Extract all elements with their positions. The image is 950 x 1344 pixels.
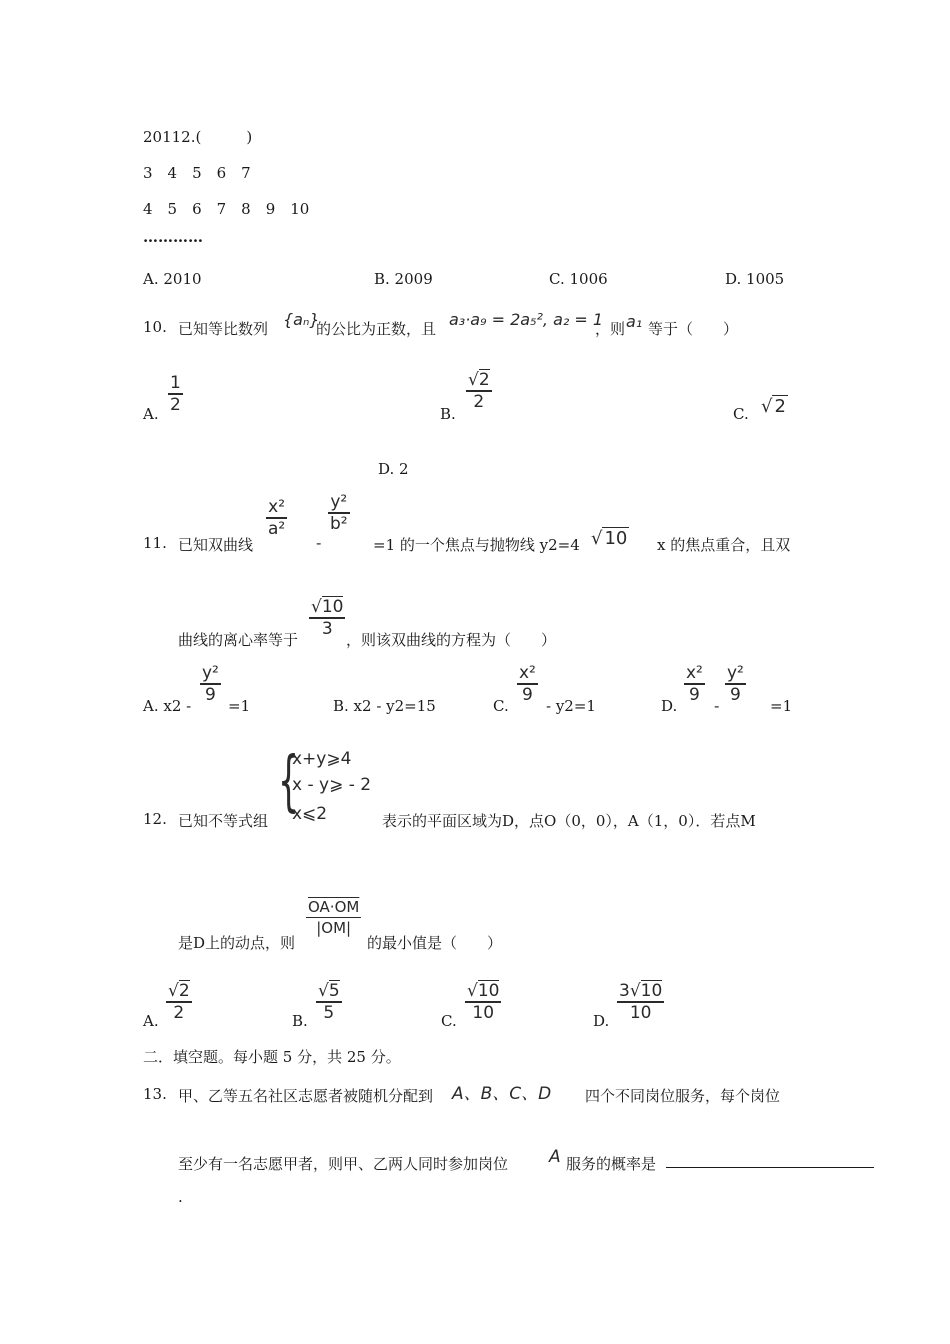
q13-text-a: 甲、乙等五名社区志愿者被随机分配到 (178, 1087, 434, 1105)
q12-left-brace: { (278, 742, 299, 819)
q11-option-d-end: =1 (770, 697, 793, 715)
q11-line2-b: ，则该双曲线的方程为（ ） (346, 631, 557, 649)
q12-option-b-fraction: √5 5 (318, 981, 340, 1023)
pattern-row-2: 4 5 6 7 8 9 10 (143, 200, 310, 218)
option-b: B. 2009 (374, 270, 433, 288)
q10-text-d: 等于（ ） (648, 320, 739, 338)
q12-option-c-label: C. (441, 1012, 457, 1030)
q12-inequality-2: x - y⩾ - 2 (292, 775, 372, 795)
option-c: C. 1006 (549, 270, 608, 288)
q12-number: 12. (143, 810, 167, 828)
q11-option-d-fraction-2: y² 9 (727, 663, 744, 705)
q11-option-c-label: C. (493, 697, 509, 715)
q12-option-b-label: B. (292, 1012, 308, 1030)
section-heading: 二．填空题。每小题 5 分，共 25 分。 (143, 1048, 401, 1066)
q11-option-a-text: A. x2 - (143, 697, 192, 715)
q12-line2-a: 是D上的动点，则 (178, 934, 296, 952)
q12-option-d-fraction: 3√10 10 (619, 981, 663, 1023)
q11-number: 11. (143, 534, 167, 552)
option-a: A. 2010 (143, 270, 202, 288)
pattern-row-1: 3 4 5 6 7 (143, 164, 251, 182)
q11-option-d-fraction-1: x² 9 (686, 663, 703, 705)
q12-text-a: 已知不等式组 (178, 812, 269, 830)
q12-inequality-1: x+y⩾4 (292, 749, 352, 769)
q13-post-a: A (549, 1147, 561, 1167)
q10-option-a-fraction: 1 2 (170, 373, 181, 415)
q10-number: 10. (143, 318, 167, 336)
pattern-header: 20112.( ) (143, 128, 253, 146)
q11-option-b: B. x2 - y2=15 (333, 697, 436, 715)
q10-sequence: {aₙ} (283, 310, 320, 329)
q10-condition: a₃·a₉ = 2a₅², a₂ = 1 (449, 310, 604, 329)
q10-target: a₁ (626, 312, 643, 331)
q11-fraction-y: y² b² (330, 492, 348, 534)
q10-text-a: 已知等比数列 (178, 320, 269, 338)
q12-line2-b: 的最小值是（ ） (367, 934, 503, 952)
q13-text-b: 四个不同岗位服务，每个岗位 (585, 1087, 781, 1105)
q13-number: 13. (143, 1085, 167, 1103)
q10-text-c: ，则 (595, 320, 626, 338)
q10-option-b-fraction: √2 2 (468, 370, 490, 412)
q12-option-d-label: D. (593, 1012, 610, 1030)
q13-period: . (178, 1188, 183, 1206)
q11-option-c-fraction: x² 9 (519, 663, 536, 705)
answer-blank[interactable] (666, 1167, 874, 1168)
q10-option-b-label: B. (440, 405, 456, 423)
q13-posts: A、B、C、D (452, 1084, 552, 1104)
q11-fraction-x: x² a² (268, 497, 286, 539)
q11-option-a-fraction: y² 9 (202, 663, 219, 705)
q11-option-d-label: D. (661, 697, 678, 715)
q11-text-a: 已知双曲线 (178, 536, 254, 554)
q12-option-a-fraction: √2 2 (168, 981, 190, 1023)
q12-inequality-3: x⩽2 (292, 804, 328, 824)
q10-option-a-label: A. (143, 405, 159, 423)
q12-vector-fraction: OA·OM |OM| (308, 898, 360, 937)
q11-option-d-minus: - (714, 697, 720, 715)
q12-text-b: 表示的平面区域为D，点O（0，0），A（1，0）．若点M (382, 812, 756, 830)
q10-option-c-root: √ 2 (761, 396, 786, 417)
q11-root-10: √ 10 (591, 528, 628, 549)
q11-eccentricity-fraction: √10 3 (311, 597, 344, 639)
q11-option-a-end: =1 (228, 697, 251, 715)
q12-option-c-fraction: √10 10 (467, 981, 500, 1023)
q13-line2-a: 至少有一名志愿甲者，则甲、乙两人同时参加岗位 (178, 1155, 509, 1173)
q10-option-c-label: C. (733, 405, 749, 423)
q11-text-c: x 的焦点重合，且双 (657, 536, 791, 554)
q11-text-b: =1 的一个焦点与抛物线 y2=4 (373, 536, 580, 554)
q11-line2-a: 曲线的离心率等于 (178, 631, 299, 649)
q13-line2-b: 服务的概率是 (566, 1155, 657, 1173)
q12-option-a-label: A. (143, 1012, 159, 1030)
q10-text-b: 的公比为正数，且 (316, 320, 437, 338)
pattern-dots: ………… (143, 228, 203, 246)
q11-minus: - (316, 534, 322, 552)
q10-option-d: D. 2 (378, 460, 409, 478)
option-d: D. 1005 (725, 270, 785, 288)
q11-option-c-end: - y2=1 (546, 697, 596, 715)
